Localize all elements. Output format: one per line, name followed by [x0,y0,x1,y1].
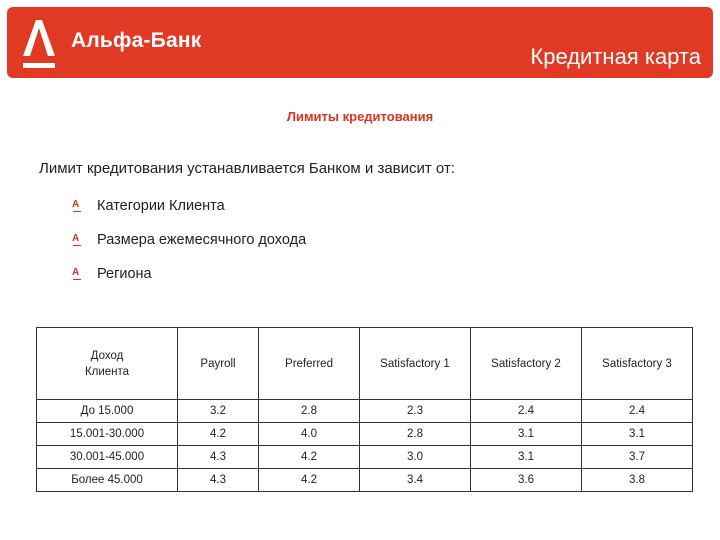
table-cell: 2.8 [360,423,471,446]
table-cell: 3.7 [582,446,693,469]
list-item-text: Региона [97,266,152,282]
credit-limits-table [36,327,693,492]
table-row [37,446,693,469]
table-cell: 3.2 [178,400,259,423]
table-cell: 3.8 [582,469,693,492]
income-bracket-cell: Более 45.000 [37,469,178,492]
table-cell: 3.0 [360,446,471,469]
product-title: Кредитная карта [530,44,701,69]
header-banner [7,7,713,78]
list-item [72,198,306,232]
table-cell: 3.1 [471,446,582,469]
section-title: Лимиты кредитования [286,109,434,124]
table-cell: 4.2 [178,423,259,446]
column-header-satisfactory-1: Satisfactory 1 [360,328,471,400]
table-cell: 4.3 [178,446,259,469]
list-item [72,266,306,300]
table-row [37,469,693,492]
income-bracket-cell: До 15.000 [37,400,178,423]
column-header-preferred: Preferred [259,328,360,400]
table-cell: 2.8 [259,400,360,423]
table-cell: 2.4 [582,400,693,423]
alfa-a-bullet-icon: A [72,232,97,244]
table-row [37,423,693,446]
list-item [72,232,306,266]
alfa-a-bullet-icon: A [72,266,97,278]
table-cell: 3.1 [471,423,582,446]
list-item-text: Размера ежемесячного дохода [97,232,307,248]
intro-text: Лимит кредитования устанавливается Банком и зависит от: [39,160,455,177]
column-header-income: Доход Клиента [37,328,178,400]
criteria-list [72,198,306,300]
table-cell: 3.4 [360,469,471,492]
alfa-a-bullet-icon: A [72,198,97,210]
table-cell: 4.0 [259,423,360,446]
table-cell: 4.2 [259,469,360,492]
table-cell: 3.1 [582,423,693,446]
table-cell: 3.6 [471,469,582,492]
table-row [37,400,693,423]
alfa-bank-logo-icon [21,16,57,72]
brand-name: Альфа-Банк [71,29,202,52]
list-item-text: Категории Клиента [97,198,225,214]
column-header-satisfactory-3: Satisfactory 3 [582,328,693,400]
table-cell: 4.3 [178,469,259,492]
table-cell: 4.2 [259,446,360,469]
column-header-payroll: Payroll [178,328,259,400]
table-header-row [37,328,693,400]
table-cell: 2.4 [471,400,582,423]
column-header-satisfactory-2: Satisfactory 2 [471,328,582,400]
table-cell: 2.3 [360,400,471,423]
income-bracket-cell: 15.001-30.000 [37,423,178,446]
income-bracket-cell: 30.001-45.000 [37,446,178,469]
